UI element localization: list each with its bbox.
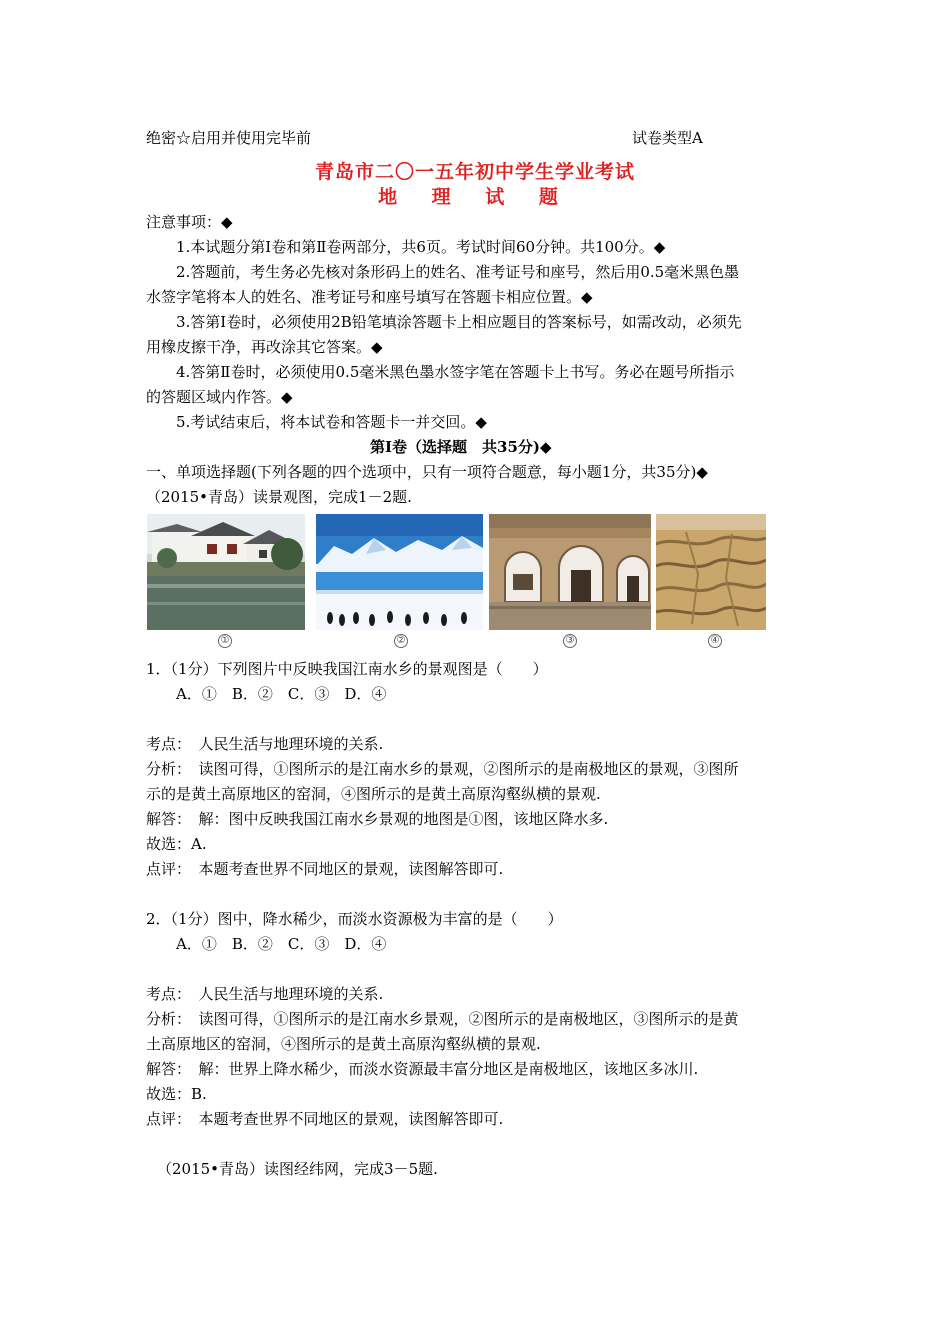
q1-analysis-1: 分析： 读图可得，①图所示的是江南水乡的景观，②图所示的是南极地区的景观，③图所 xyxy=(146,760,739,778)
paper-type-label: 试卷类型A xyxy=(632,129,703,147)
section-intro: 一、单项选择题(下列各题的四个选项中，只有一项符合题意，每小题1分，共35分)◆ xyxy=(146,463,708,481)
q2-kaodian: 考点： 人民生活与地理环境的关系. xyxy=(146,985,384,1003)
secret-label: 绝密☆启用并使用完毕前 xyxy=(146,129,312,147)
notice-item-5: 5.考试结束后，将本试卷和答题卡一并交回。◆ xyxy=(176,413,487,431)
question-group-2: （2015•青岛）读图经纬网，完成3－5题. xyxy=(157,1160,438,1178)
q1-analysis-2: 示的是黄土高原地区的窑洞，④图所示的是黄土高原沟壑纵横的景观. xyxy=(146,785,601,803)
subject-title: 地 理 试 题 xyxy=(378,186,572,208)
notice-item-4-cont: 的答题区域内作答。◆ xyxy=(146,388,293,406)
notice-item-4: 4.答第Ⅱ卷时，必须使用0.5毫米黑色墨水签字笔在答题卡上书写。务必在题号所指示 xyxy=(176,363,735,381)
photo-caption-1: ① xyxy=(218,634,232,648)
photo-caption-3: ③ xyxy=(563,634,577,648)
photo-cave-dwellings xyxy=(489,514,651,630)
photo-caption-2: ② xyxy=(394,634,408,648)
exam-title: 青岛市二〇一五年初中学生学业考试 xyxy=(314,161,635,183)
photo-loess-gullies xyxy=(656,514,766,630)
notice-heading: 注意事项：◆ xyxy=(146,213,233,231)
q2-options: A．① B．② C．③ D．④ xyxy=(176,935,387,953)
q1-choice: 故选：A. xyxy=(146,835,207,853)
photo-jiangnan-water-town xyxy=(147,514,305,630)
q2-comment: 点评： 本题考查世界不同地区的景观，读图解答即可. xyxy=(146,1110,504,1128)
q1-comment: 点评： 本题考查世界不同地区的景观，读图解答即可. xyxy=(146,860,504,878)
notice-item-1: 1.本试题分第Ⅰ卷和第Ⅱ卷两部分，共6页。考试时间60分钟。共100分。◆ xyxy=(176,238,666,256)
q1-stem: 1．（1分）下列图片中反映我国江南水乡的景观图是（ ） xyxy=(146,660,548,678)
q1-options: A．① B．② C．③ D．④ xyxy=(176,685,387,703)
q2-stem: 2．（1分）图中，降水稀少，而淡水资源极为丰富的是（ ） xyxy=(146,910,563,928)
question-group-1: （2015•青岛）读景观图，完成1－2题. xyxy=(146,488,412,506)
notice-item-2: 2.答题前，考生务必先核对条形码上的姓名、准考证号和座号，然后用0.5毫米黑色墨 xyxy=(176,263,740,281)
q2-analysis-2: 土高原地区的窑洞，④图所示的是黄土高原沟壑纵横的景观. xyxy=(146,1035,541,1053)
q1-answer: 解答： 解：图中反映我国江南水乡景观的地图是①图，该地区降水多. xyxy=(146,810,609,828)
notice-item-2-cont: 水签字笔将本人的姓名、准考证号和座号填写在答题卡相应位置。◆ xyxy=(146,288,593,306)
q2-answer: 解答： 解：世界上降水稀少，而淡水资源最丰富分地区是南极地区，该地区多冰川. xyxy=(146,1060,699,1078)
q2-choice: 故选：B. xyxy=(146,1085,207,1103)
section-heading: 第Ⅰ卷（选择题 共35分)◆ xyxy=(370,438,552,456)
notice-item-3: 3.答第Ⅰ卷时，必须使用2B铅笔填涂答题卡上相应题目的答案标号，如需改动，必须先 xyxy=(176,313,742,331)
q1-kaodian: 考点： 人民生活与地理环境的关系. xyxy=(146,735,384,753)
notice-item-3-cont: 用橡皮擦干净，再改涂其它答案。◆ xyxy=(146,338,383,356)
q2-analysis-1: 分析： 读图可得，①图所示的是江南水乡景观，②图所示的是南极地区，③图所示的是黄 xyxy=(146,1010,739,1028)
photo-caption-4: ④ xyxy=(708,634,722,648)
photo-antarctica xyxy=(316,514,483,630)
